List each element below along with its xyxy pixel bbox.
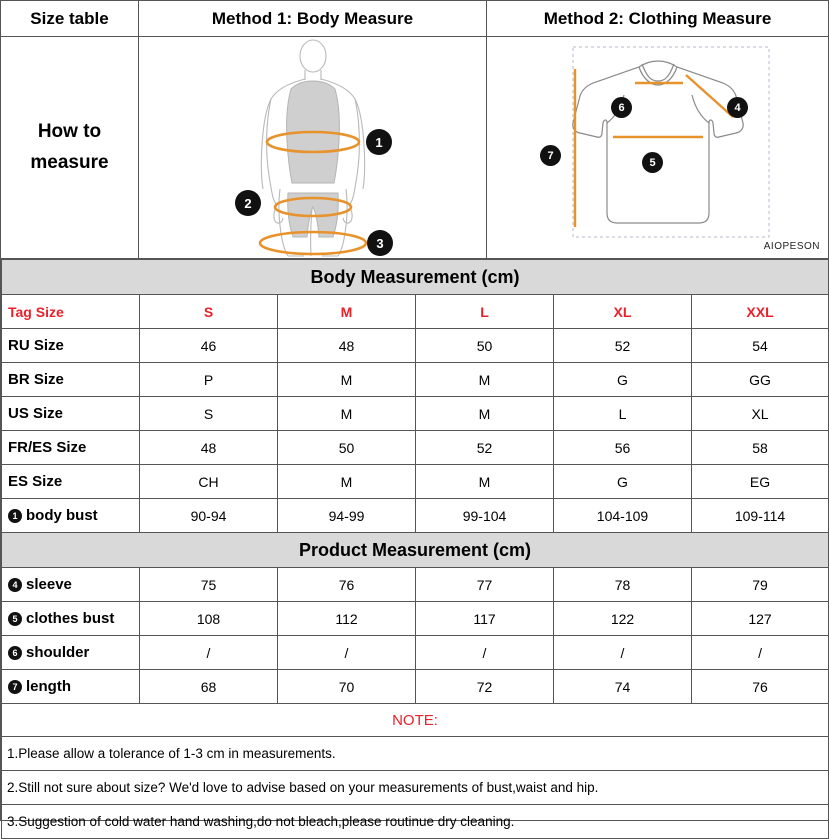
column-header-m: M [278, 295, 416, 329]
clothing-measure-figure [487, 37, 828, 258]
cell: 104-109 [554, 499, 692, 533]
cell: 70 [278, 670, 416, 704]
note-title-row [2, 704, 829, 737]
table-row [2, 636, 829, 670]
cell: M [416, 397, 554, 431]
note-row [2, 771, 829, 805]
marker-1-icon: 1 [8, 509, 22, 523]
cell: 78 [554, 568, 692, 602]
cell: 54 [692, 329, 829, 363]
how-to-measure-label [1, 37, 138, 258]
row-label-length [2, 670, 140, 704]
illustration-band [1, 1, 828, 259]
row-label-text: shoulder [26, 644, 90, 661]
marker-2: 2 [235, 190, 261, 216]
note-line-2: 2.Still not sure about size? We'd love to advise based on your measurements of bust,waist and hip. [2, 771, 829, 805]
marker-1: 1 [366, 129, 392, 155]
cell: 112 [278, 602, 416, 636]
table-row [2, 602, 829, 636]
cell: 52 [416, 431, 554, 465]
marker-6: 6 [611, 97, 632, 118]
row-label-shoulder [2, 636, 140, 670]
table-row [2, 499, 829, 533]
column-header-xl: XL [554, 295, 692, 329]
column-header-xxl: XXL [692, 295, 829, 329]
marker-6-icon: 6 [8, 646, 22, 660]
table-row [2, 363, 829, 397]
marker-3: 3 [367, 230, 393, 256]
cell: M [416, 363, 554, 397]
how-to-measure-line2: measure [30, 151, 109, 173]
cell: / [140, 636, 278, 670]
table-row [2, 397, 829, 431]
row-label-us-size: US Size [2, 397, 140, 431]
bounding-box [573, 47, 769, 237]
cell: 74 [554, 670, 692, 704]
note-title: NOTE: [2, 704, 829, 737]
cell: P [140, 363, 278, 397]
body-measurement-title: Body Measurement (cm) [2, 260, 829, 295]
how-to-measure-cell [1, 1, 139, 258]
cell: G [554, 465, 692, 499]
cell: 76 [278, 568, 416, 602]
marker-5: 5 [642, 152, 663, 173]
cell: 99-104 [416, 499, 554, 533]
row-label-fr-es-size: FR/ES Size [2, 431, 140, 465]
cell: 68 [140, 670, 278, 704]
size-table-title: Size table [1, 1, 138, 37]
marker-4-icon: 4 [8, 578, 22, 592]
cell: 127 [692, 602, 829, 636]
table-row [2, 431, 829, 465]
cell: G [554, 363, 692, 397]
row-label-text: sleeve [26, 576, 72, 593]
cell: 50 [278, 431, 416, 465]
row-label-es-size: ES Size [2, 465, 140, 499]
row-label-sleeve [2, 568, 140, 602]
how-to-measure-line1: How to [37, 121, 102, 143]
cell: 122 [554, 602, 692, 636]
row-label-text: length [26, 678, 71, 695]
method1-cell [139, 1, 487, 258]
cell: M [278, 397, 416, 431]
cell: / [278, 636, 416, 670]
row-label-clothes-bust [2, 602, 140, 636]
cell: 90-94 [140, 499, 278, 533]
marker-7: 7 [540, 145, 561, 166]
cell: 58 [692, 431, 829, 465]
table-row [2, 329, 829, 363]
cell: 109-114 [692, 499, 829, 533]
product-measurement-title-row [2, 533, 829, 568]
body-measure-figure [139, 37, 486, 258]
method2-title: Method 2: Clothing Measure [487, 1, 828, 37]
cell: / [692, 636, 829, 670]
note-row [2, 805, 829, 839]
cell: / [554, 636, 692, 670]
cell: CH [140, 465, 278, 499]
marker-5-icon: 5 [8, 612, 22, 626]
row-label-br-size: BR Size [2, 363, 140, 397]
size-tables [1, 259, 829, 839]
product-measurement-title: Product Measurement (cm) [2, 533, 829, 568]
tag-size-header-row [2, 295, 829, 329]
note-line-1: 1.Please allow a tolerance of 1-3 cm in measurements. [2, 737, 829, 771]
cell: 48 [278, 329, 416, 363]
cell: M [416, 465, 554, 499]
cell: 46 [140, 329, 278, 363]
body-measurement-title-row [2, 260, 829, 295]
cell: XL [692, 397, 829, 431]
table-row [2, 568, 829, 602]
cell: M [278, 465, 416, 499]
cell: S [140, 397, 278, 431]
column-header-l: L [416, 295, 554, 329]
cell: 94-99 [278, 499, 416, 533]
marker-7-icon: 7 [8, 680, 22, 694]
tshirt-diagram [487, 37, 828, 258]
sleeve-measure-line [686, 75, 733, 117]
cell: 50 [416, 329, 554, 363]
table-row [2, 670, 829, 704]
female-body-diagram [139, 37, 487, 258]
row-label-text: body bust [26, 507, 98, 524]
cell: / [416, 636, 554, 670]
cell: 76 [692, 670, 829, 704]
cell: 75 [140, 568, 278, 602]
marker-4: 4 [727, 97, 748, 118]
cell: GG [692, 363, 829, 397]
column-header-tag-size: Tag Size [2, 295, 140, 329]
cell: EG [692, 465, 829, 499]
column-header-s: S [140, 295, 278, 329]
cell: L [554, 397, 692, 431]
cell: 72 [416, 670, 554, 704]
cell: 48 [140, 431, 278, 465]
cell: 56 [554, 431, 692, 465]
row-label-ru-size: RU Size [2, 329, 140, 363]
cell: 77 [416, 568, 554, 602]
cell: 117 [416, 602, 554, 636]
note-line-3: 3.Suggestion of cold water hand washing,do not bleach,please routinue dry cleaning. [2, 805, 829, 839]
note-row [2, 737, 829, 771]
row-label-body-bust [2, 499, 140, 533]
brand-watermark: AIOPESON [763, 241, 820, 252]
method2-cell [487, 1, 828, 258]
cell: 79 [692, 568, 829, 602]
cell: 108 [140, 602, 278, 636]
cell: 52 [554, 329, 692, 363]
method1-title: Method 1: Body Measure [139, 1, 486, 37]
row-label-text: clothes bust [26, 610, 115, 627]
cell: M [278, 363, 416, 397]
table-row [2, 465, 829, 499]
hip-measure-line [260, 232, 366, 254]
